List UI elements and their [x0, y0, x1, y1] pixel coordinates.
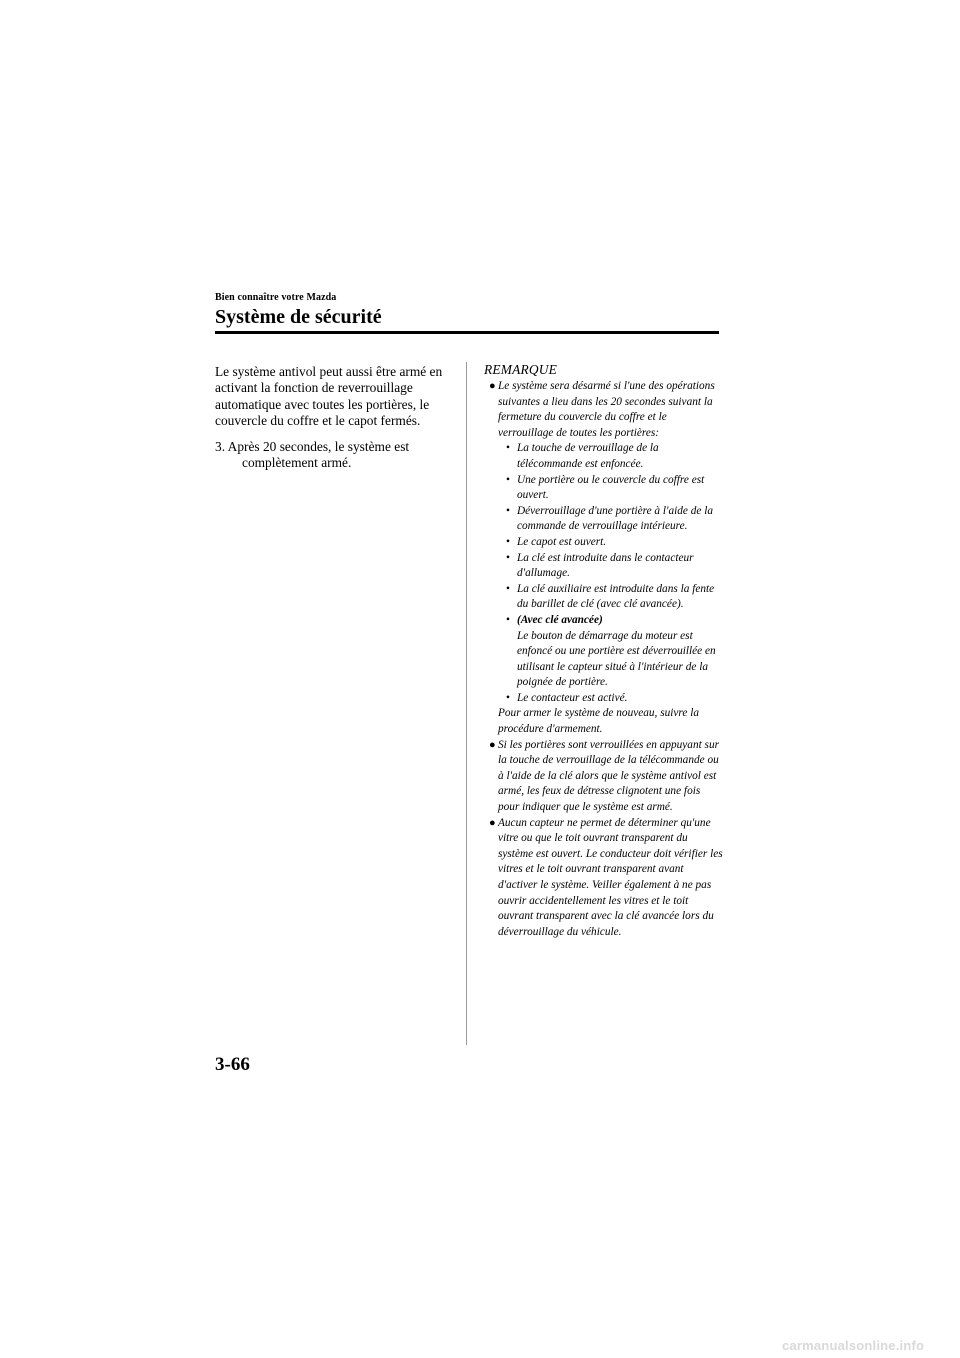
note-sub-item: • La clé auxiliaire est introduite dans la fente du barillet de clé (avec clé avancée). [506, 582, 715, 611]
sub-bullet-icon: • [506, 582, 510, 595]
intro-paragraph: Le système antivol peut aussi être armé en activant la fonction de reverrouillage automatique avec toutes les portières, le couvercle du coffre et le capot fermés. [215, 364, 443, 429]
page-number: 3-66 [215, 1054, 250, 1075]
sub-bullet-icon: • [506, 613, 510, 626]
note-sub-item: • Une portière ou le couvercle du coffre est ouvert. [506, 473, 705, 502]
left-column [215, 364, 455, 471]
note-bullet-1 [484, 379, 724, 441]
bullet-dot-icon: ● [489, 738, 496, 751]
note-title: REMARQUE [484, 362, 557, 377]
sub-bullet-icon: • [506, 473, 510, 486]
note-bullet-1-intro: Le système sera désarmé si l'une des opérations suivantes a lieu dans les 20 secondes suivant la fermeture du couvercle du coffre et le verrouillage de toutes les portières: [498, 380, 715, 439]
sub-bullet-icon: • [506, 551, 510, 564]
section-label: Bien connaître votre Mazda [215, 292, 337, 303]
note-bullet-1-outro: Pour armer le système de nouveau, suivre la procédure d'armement. [498, 707, 699, 736]
note-box [484, 362, 724, 940]
note-sub-item: • La clé est introduite dans le contacteur d'allumage. [506, 551, 694, 580]
step-3: 3. Après 20 secondes, le système est complètement armé. [215, 438, 410, 471]
note-sub-item: • Déverrouillage d'une portière à l'aide de la commande de verrouillage intérieure. [506, 504, 713, 533]
note-list [484, 379, 724, 940]
note-bullet-3: ● Aucun capteur ne permet de déterminer qu'une vitre ou que le toit ouvrant transparent du système est ouvert. Le conducteur doit vérifier les vitres et le toit ouvrant transparent avant d'activer le système. Veiller également à ne pas ouvrir accidentellement les vitres et le toit ouvrant transparent avec la clé avancée lors du déverrouillage du véhicule. [489, 816, 723, 938]
bullet-dot-icon: ● [489, 380, 496, 392]
watermark: carmanualsonline.info [782, 1338, 925, 1353]
note-sub-item: • Le capot est ouvert. [484, 535, 724, 551]
bullet-dot-icon: ● [489, 816, 496, 829]
advanced-key-title: (Avec clé avancée) [517, 613, 603, 626]
advanced-key-body: Le bouton de démarrage du moteur est enfoncé ou une portière est déverrouillée en utilisant le capteur situé à l'intérieur de la poignée de portière. [517, 629, 716, 689]
note-sub-item: • La touche de verrouillage de la télécommande est enfoncée. [506, 442, 659, 470]
sub-bullet-icon: • [506, 535, 510, 548]
sub-bullet-icon: • [506, 504, 510, 517]
sub-bullet-icon: • [506, 442, 510, 455]
note-sub-item: • Le contacteur est activé. [484, 691, 724, 707]
page-title: Système de sécurité [215, 306, 382, 328]
column-divider [466, 362, 467, 1045]
sub-bullet-icon: • [506, 691, 510, 704]
note-bullet-2: ● Si les portières sont verrouillées en appuyant sur la touche de verrouillage de la télécommande ou à l'aide de la clé alors que le système antivol est armé, les feux de détresse clignotent une fois pour indiquer que le système est armé. [489, 738, 719, 814]
note-sub-item-advanced-key [484, 613, 724, 691]
header-divider [215, 331, 719, 334]
